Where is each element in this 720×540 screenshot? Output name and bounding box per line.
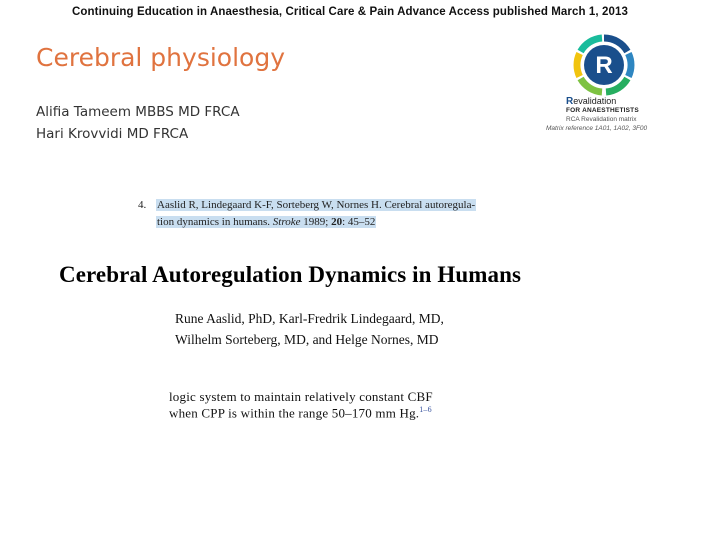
- excerpt-crop-edge: [166, 421, 466, 424]
- revalidation-logo-icon: [573, 34, 635, 96]
- author-2: Hari Krovvidi MD FRCA: [36, 126, 189, 142]
- citation-number: 4.: [138, 199, 147, 211]
- logo-letter: R: [595, 52, 613, 79]
- logo-matrix-refs: Matrix reference 1A01, 1A02, 3F00: [546, 125, 648, 132]
- logo-matrix: RCA Revalidation matrix: [566, 116, 637, 123]
- excerpt-line-2: when CPP is within the range 50–170 mm Hg.$^{1-6}$: [169, 405, 432, 421]
- paper-authors-line-1: Rune Aaslid, PhD, Karl-Fredrik Lindegaard, MD,: [175, 311, 444, 326]
- citation-line-1: Aaslid R, Lindegaard K-F, Sorteberg W, Nornes H. Cerebral autoregula-: [157, 199, 476, 211]
- revalidation-logo-text: [540, 97, 670, 133]
- excerpt-reference: 1–6: [419, 405, 432, 414]
- journal-banner: Continuing Education in Anaesthesia, Critical Care & Pain Advance Access published March 1, 2013: [71, 6, 628, 18]
- logo-brand: Revalidation: [566, 96, 617, 107]
- paper-authors-line-2: Wilhelm Sorteberg, MD, and Helge Nornes, MD: [175, 332, 439, 347]
- paper-title: Cerebral Autoregulation Dynamics in Humans: [59, 262, 522, 287]
- logo-subtitle: FOR ANAESTHETISTS: [566, 107, 639, 114]
- excerpt-line-1: logic system to maintain relatively constant CBF: [169, 389, 433, 404]
- article-title: Cerebral physiology: [36, 43, 285, 72]
- author-1: Alifia Tameem MBBS MD FRCA: [36, 104, 240, 120]
- citation-line-2: tion dynamics in humans. Stroke 1989; 20: 45–52: [157, 216, 376, 228]
